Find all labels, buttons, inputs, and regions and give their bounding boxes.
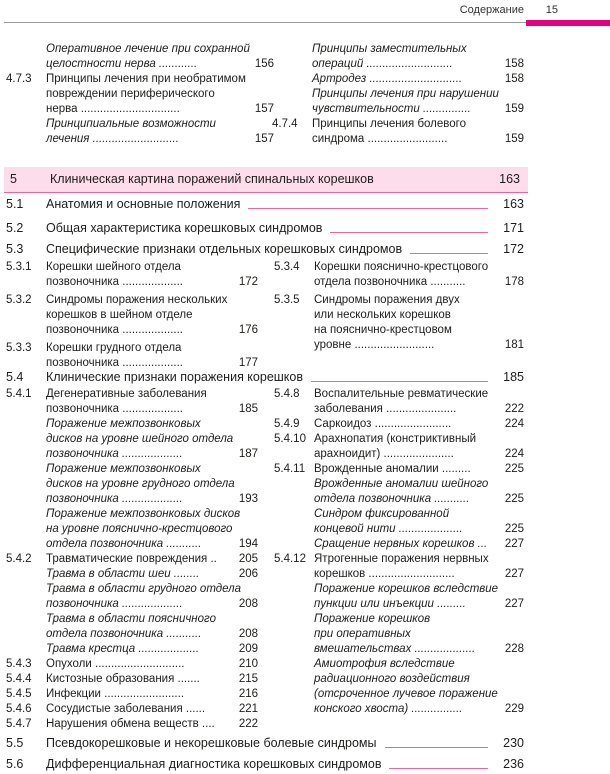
section-number: 5.1 [6, 197, 24, 211]
entry-page: 208 [238, 628, 258, 640]
chapter-title: Клиническая картина поражений спинальных корешков [50, 172, 374, 186]
section-title[interactable]: Специфические признаки отдельных корешковых синдромов [46, 242, 403, 256]
entry-page: 229 [504, 703, 524, 715]
entry-text-line: Сращение нервных корешков ... [314, 538, 488, 550]
entry-text-line: повреждении периферического [46, 88, 215, 100]
entry-text-line: заболевания ...................... [314, 403, 457, 415]
entry-text-line: или нескольких корешков [314, 309, 451, 321]
entry-page: 159 [504, 103, 524, 115]
entry-text-line: Травма в области грудного отдела [46, 583, 242, 595]
section-rule [330, 232, 488, 233]
entry-text-line: Корешки пояснично-крестцового [314, 261, 489, 273]
entry-text-line: Корешки грудного отдела [46, 342, 182, 354]
entry-page: 210 [238, 658, 258, 670]
section-page: 163 [503, 197, 524, 211]
entry-page: 159 [504, 133, 524, 145]
header-accent-bar [526, 20, 610, 26]
entry-text-line: Поражение межпозвонковых дисков [46, 508, 241, 520]
entry-text-line: Нарушения обмена веществ .... [46, 718, 215, 730]
entry-text-line: корешков ........................... [314, 568, 455, 580]
section-title[interactable]: Псевдокорешковые и некорешковые болевые синдромы [46, 736, 377, 750]
entry-text-line: позвоночника ................... [46, 493, 183, 505]
entry-text-line: Принципы лечения болевого [312, 118, 466, 130]
entry-text-line: Синдромы поражения двух [314, 294, 460, 306]
entry-page: 216 [238, 688, 258, 700]
entry-page: 224 [504, 448, 524, 460]
entry-text-line: операций ........................... [312, 58, 453, 70]
entry-number: 5.4.8 [274, 388, 300, 400]
entry-text-line: чувствительности ............... [312, 103, 471, 115]
entry-text-line: дисков на уровне грудного отдела [46, 478, 235, 490]
entry-text-line: при оперативных [314, 628, 411, 640]
entry-text-line: Опухоли ............................ [46, 658, 185, 670]
entry-text-line: вмешательствах ................... [314, 643, 476, 655]
entry-number: 5.3.4 [274, 261, 300, 273]
entry-page: 176 [238, 324, 258, 336]
section-rule [389, 768, 488, 769]
entry-text-line: Врожденные аномалии шейного [314, 478, 489, 490]
section-title[interactable]: Клинические признаки поражения корешков [46, 370, 304, 384]
entry-number: 5.4.9 [274, 418, 300, 430]
section-rule [385, 747, 489, 748]
chapter-number: 5 [10, 172, 17, 186]
entry-page: 185 [238, 403, 258, 415]
entry-page: 193 [238, 493, 258, 505]
entry-page: 177 [238, 357, 258, 369]
entry-text-line: пункции или инъекции ......... [314, 598, 466, 610]
section-title[interactable]: Дифференциальная диагностика корешковых синдромов [46, 757, 382, 771]
entry-page: 224 [504, 418, 524, 430]
entry-text-line: Корешки шейного отдела [46, 261, 181, 273]
section-title[interactable]: Общая характеристика корешковых синдромов [46, 221, 323, 235]
entry-text-line: целостности нерва ............ [46, 58, 198, 70]
entry-text-line: Оперативное лечение при сохранной [46, 43, 250, 55]
entry-text-line: (отсроченное лучевое поражение [314, 688, 498, 700]
entry-number: 5.4.12 [274, 553, 306, 565]
entry-text-line: позвоночника ................... [46, 403, 183, 415]
entry-text-line: конского хвоста) ................ [314, 703, 463, 715]
entry-page: 225 [504, 463, 524, 475]
entry-page: 158 [504, 73, 524, 85]
entry-text-line: Кистозные образования ....... [46, 673, 200, 685]
section-rule [311, 381, 488, 382]
chapter-band [4, 167, 528, 192]
entry-number: 5.4.5 [6, 688, 32, 700]
entry-page: 172 [238, 276, 258, 288]
entry-number: 5.4.4 [6, 673, 32, 685]
entry-page: 209 [238, 643, 258, 655]
entry-page: 221 [238, 703, 258, 715]
entry-text-line: Травма в области шеи ........ [46, 568, 200, 580]
entry-page: 208 [238, 598, 258, 610]
entry-number: 5.4.6 [6, 703, 32, 715]
entry-text-line: Артродез ............................. [312, 73, 463, 85]
section-title[interactable]: Анатомия и основные положения [46, 197, 241, 211]
entry-page: 222 [504, 403, 524, 415]
entry-page: 187 [238, 448, 258, 460]
entry-text-line: отдела позвоночника ........... [46, 538, 202, 550]
section-page: 236 [503, 757, 524, 771]
entry-page: 225 [504, 493, 524, 505]
entry-text-line: Принципы лечения при необратимом [46, 73, 246, 85]
entry-text-line: Принципы заместительных [312, 43, 467, 55]
entry-text-line: Принципы лечения при нарушении [312, 88, 499, 100]
entry-text-line: синдрома ......................... [312, 133, 448, 145]
entry-text-line: Сосудистые заболевания ...... [46, 703, 206, 715]
entry-text-line: Травма в области поясничного [46, 613, 216, 625]
entry-page: 205 [238, 553, 258, 565]
header-page-number: 15 [545, 4, 558, 16]
entry-text-line: Поражение корешков [314, 613, 431, 625]
entry-text-line: Арахнопатия (констриктивный [314, 433, 477, 445]
entry-text-line: позвоночника ................... [46, 448, 183, 460]
entry-text-line: нерва ............................... [46, 103, 180, 115]
section-page: 172 [503, 242, 524, 256]
entry-page: 228 [504, 643, 524, 655]
entry-text-line: корешков в шейном отделе [46, 309, 193, 321]
entry-number: 4.7.3 [6, 73, 32, 85]
entry-text-line: радиационного воздействия [314, 673, 470, 685]
entry-text-line: позвоночника ................... [46, 598, 183, 610]
entry-page: 158 [504, 58, 524, 70]
entry-number: 5.4.11 [274, 463, 306, 475]
entry-text-line: уровне ......................... [314, 339, 435, 351]
entry-page: 178 [504, 276, 524, 288]
section-page: 185 [503, 370, 524, 384]
section-number: 5.5 [6, 736, 24, 750]
entry-page: 181 [504, 339, 524, 351]
entry-text-line: лечения ........................... [46, 133, 179, 145]
header-rule [4, 22, 526, 23]
entry-text-line: Травматические повреждения .. [46, 553, 217, 565]
entry-text-line: отдела позвоночника ........... [314, 276, 466, 288]
chapter-page: 163 [499, 172, 520, 186]
entry-text-line: Ятрогенные поражения нервных [314, 553, 489, 565]
entry-text-line: Врожденные аномалии ......... [314, 463, 471, 475]
entry-text-line: Травма крестца ................... [46, 643, 200, 655]
entry-text-line: на уровне пояснично-крестцового [46, 523, 233, 535]
header-label: Содержание [459, 4, 524, 16]
entry-page: 156 [254, 58, 274, 70]
entry-page: 227 [504, 538, 524, 550]
entry-text-line: Принципиальные возможности [46, 118, 216, 130]
entry-page: 206 [238, 568, 258, 580]
entry-page: 222 [238, 718, 258, 730]
entry-text-line: на пояснично-крестцовом [314, 324, 452, 336]
entry-page: 227 [504, 598, 524, 610]
entry-number: 5.4.3 [6, 658, 32, 670]
entry-text-line: концевой нити .................... [314, 523, 463, 535]
entry-page: 225 [504, 523, 524, 535]
entry-text-line: позвоночника ................... [46, 324, 183, 336]
section-number: 5.4 [6, 370, 24, 384]
entry-number: 5.3.2 [6, 294, 32, 306]
section-rule [410, 253, 488, 254]
entry-number: 5.3.5 [274, 294, 300, 306]
section-page: 171 [503, 221, 524, 235]
entry-number: 5.4.2 [6, 553, 32, 565]
section-rule [248, 208, 488, 209]
entry-text-line: Амиотрофия вследствие [314, 658, 455, 670]
entry-number: 5.4.1 [6, 388, 32, 400]
entry-page: 215 [238, 673, 258, 685]
entry-text-line: позвоночника ................... [46, 357, 183, 369]
entry-number: 5.4.7 [6, 718, 32, 730]
entry-number: 5.3.3 [6, 342, 32, 354]
section-page: 230 [503, 736, 524, 750]
entry-number: 5.3.1 [6, 261, 32, 273]
entry-text-line: Синдромы поражения нескольких [46, 294, 228, 306]
entry-text-line: Инфекции ......................... [46, 688, 185, 700]
entry-text-line: Поражение межпозвонковых [46, 418, 201, 430]
entry-number: 4.7.4 [272, 118, 298, 130]
entry-page: 157 [254, 133, 274, 145]
entry-text-line: отдела позвоночника ........... [46, 628, 202, 640]
entry-page: 227 [504, 568, 524, 580]
chapter-rule [4, 192, 528, 193]
entry-text-line: арахноидит) ...................... [314, 448, 454, 460]
entry-number: 5.4.10 [274, 433, 306, 445]
section-number: 5.6 [6, 757, 24, 771]
section-number: 5.2 [6, 221, 24, 235]
entry-text-line: позвоночника ................... [46, 276, 183, 288]
entry-text-line: Синдром фиксированной [314, 508, 450, 520]
entry-page: 157 [254, 103, 274, 115]
entry-text-line: Саркоидоз ........................ [314, 418, 452, 430]
section-number: 5.3 [6, 242, 24, 256]
entry-text-line: Дегенеративные заболевания [46, 388, 207, 400]
entry-text-line: Поражение межпозвонковых [46, 463, 201, 475]
entry-text-line: Поражение корешков вследствие [314, 583, 499, 595]
entry-page: 194 [238, 538, 258, 550]
entry-text-line: Воспалительные ревматические [314, 388, 489, 400]
entry-text-line: отдела позвоночника ........... [314, 493, 470, 505]
entry-text-line: дисков на уровне шейного отдела [46, 433, 234, 445]
